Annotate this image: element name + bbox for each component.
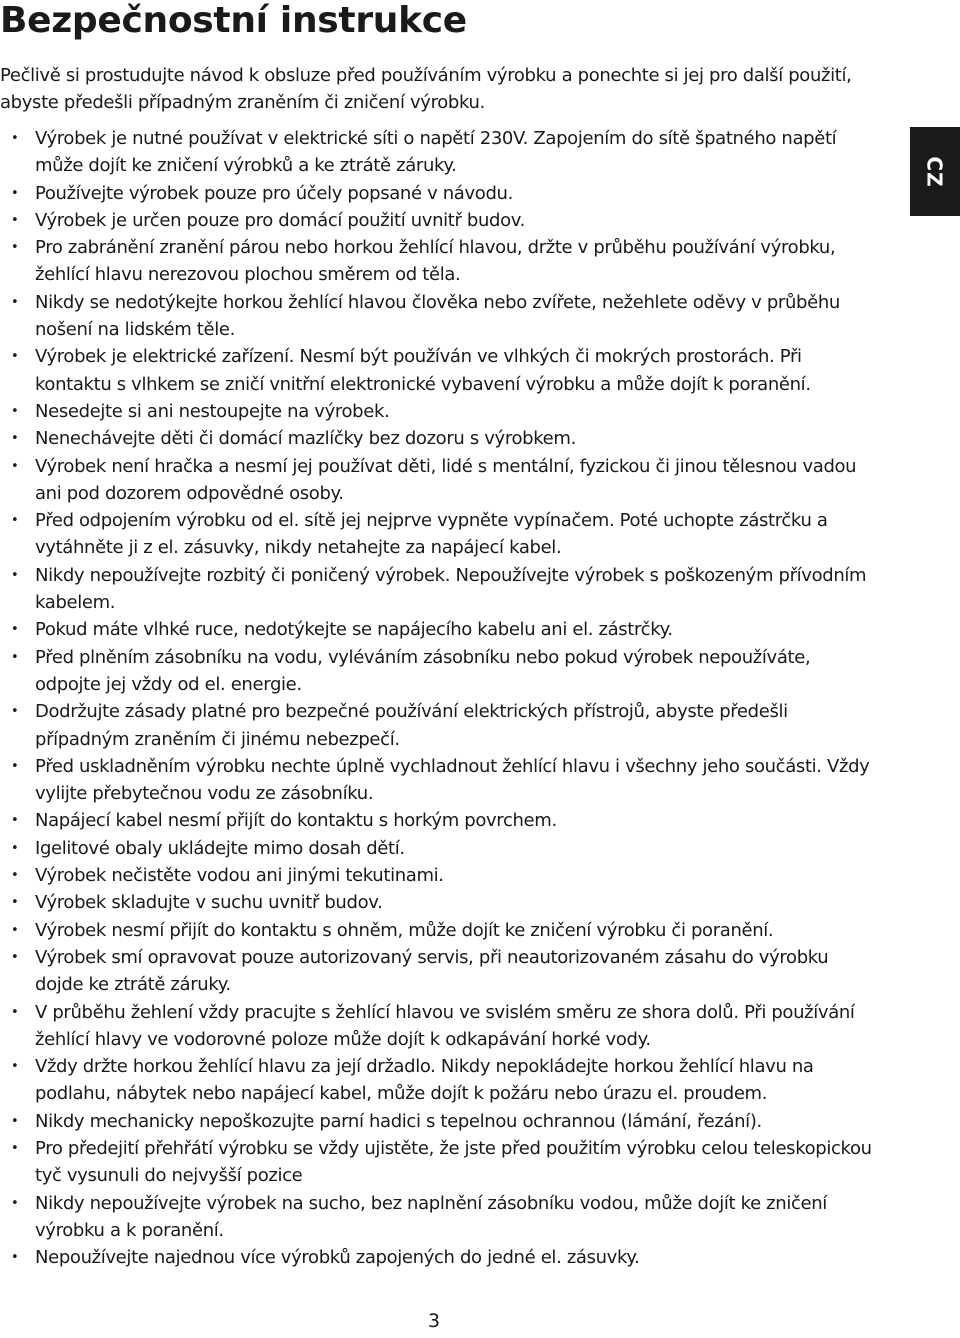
list-item xyxy=(0,862,873,889)
bullet-icon: • xyxy=(11,349,19,365)
list-item-text: Nesedejte si ani nestoupejte na výrobek. xyxy=(35,400,390,422)
list-item-text: Používejte výrobek pouze pro účely popsané v návodu. xyxy=(35,182,513,204)
bullet-icon: • xyxy=(11,1195,19,1211)
list-item-text: Výrobek skladujte v suchu uvnitř budov. xyxy=(35,892,383,914)
list-item xyxy=(0,289,873,344)
list-item-text: Před plněním zásobníku na vodu, vyléváním zásobníku nebo pokud výrobek nepoužíváte, odpojte jej vždy od el. energie. xyxy=(35,646,811,695)
bullet-icon: • xyxy=(11,1059,19,1075)
bullet-icon: • xyxy=(11,131,19,146)
list-item xyxy=(0,562,873,617)
list-item xyxy=(0,889,873,916)
list-item-text: Napájecí kabel nesmí přijít do kontaktu s horkým povrchem. xyxy=(35,810,557,832)
list-item xyxy=(0,507,873,562)
bullet-icon: • xyxy=(11,1004,19,1020)
list-item-text: Pro předejití přehřátí výrobku se vždy ujistěte, že jste před použitím výrobku celou teleskopickou tyč vysunuli do nejvyšší pozice xyxy=(35,1137,872,1187)
bullet-icon: • xyxy=(11,704,19,720)
bullet-icon: • xyxy=(11,403,19,419)
language-tab xyxy=(910,127,960,216)
list-item xyxy=(0,616,873,643)
list-item xyxy=(0,180,873,207)
list-item xyxy=(0,425,873,452)
list-item xyxy=(0,917,873,944)
bullet-icon: • xyxy=(11,868,19,884)
safety-instructions-list xyxy=(0,125,900,1271)
page-title: Bezpečnostní instrukce xyxy=(0,0,467,41)
list-item xyxy=(0,1108,873,1135)
bullet-icon: • xyxy=(11,758,19,774)
bullet-icon: • xyxy=(11,294,19,310)
list-item-text: Před uskladněním výrobku nechte úplně vychladnout žehlící hlavu i všechny jeho součásti. Vždy vylijte přebytečnou vodu ze zásobníku. xyxy=(35,755,870,805)
list-item xyxy=(0,453,873,508)
intro-paragraph: Pečlivě si prostudujte návod k obsluze před používáním výrobku a ponechte si jej pro další použití, abyste předešli případným zraněním či zničení výrobku. xyxy=(0,65,852,114)
list-item-text: V průběhu žehlení vždy pracujte s žehlící hlavou ve svislém směru ze shora dolů. Při používání žehlící hlavy ve vodorovné poloze může dojít k odkapávání horké vody. xyxy=(35,1001,855,1050)
list-item-text: Pro zabránění zranění párou nebo horkou žehlící hlavou, držte v průběhu používání výrobku, žehlící hlavu nerezovou plochou směrem od těla. xyxy=(35,237,836,286)
bullet-icon: • xyxy=(11,1250,19,1266)
page-number: 3 xyxy=(427,1310,441,1332)
list-item-text: Nikdy mechanicky nepoškozujte parní hadici s tepelnou ochrannou (lámání, řezání). xyxy=(35,1110,762,1132)
list-item-text: Výrobek není hračka a nesmí jej používat děti, lidé s mentální, fyzickou či jinou tělesnou vadou ani pod dozorem odpovědné osoby. xyxy=(35,455,857,504)
bullet-icon: • xyxy=(11,567,19,583)
list-item-text: Nikdy nepoužívejte výrobek na sucho, bez naplnění zásobníku vodou, může dojít ke zničení výrobku a k poranění. xyxy=(35,1192,827,1241)
bullet-icon: • xyxy=(11,1113,19,1129)
list-item-text: Nenechávejte děti či domácí mazlíčky bez dozoru s výrobkem. xyxy=(35,428,576,450)
bullet-icon: • xyxy=(11,212,19,228)
list-item-text: Vždy držte horkou žehlící hlavu za její držadlo. Nikdy nepokládejte horkou žehlící hlavu na podlahu, nábytek nebo napájecí kabel, může dojít k požáru nebo úrazu el. proudem. xyxy=(35,1056,814,1105)
list-item xyxy=(0,343,873,398)
bullet-icon: • xyxy=(11,1140,19,1156)
list-item xyxy=(0,1053,873,1108)
list-item xyxy=(0,944,873,999)
list-item xyxy=(0,1190,873,1245)
list-item xyxy=(0,999,873,1054)
list-item xyxy=(0,807,873,834)
bullet-icon: • xyxy=(11,513,19,529)
list-item-text: Před odpojením výrobku od el. sítě jej nejprve vypněte vypínačem. Poté uchopte zástrčku a vytáhněte ji z el. zásuvky, nikdy netahejte za napájecí kabel. xyxy=(35,510,828,559)
list-item-text: Nikdy se nedotýkejte horkou žehlící hlavou člověka nebo zvířete, nežehlete oděvy v průběhu nošení na lidském těle. xyxy=(35,291,840,341)
bullet-icon: • xyxy=(11,922,19,938)
bullet-icon: • xyxy=(11,185,19,201)
bullet-icon: • xyxy=(11,949,19,965)
list-item xyxy=(0,207,873,234)
bullet-icon: • xyxy=(11,458,19,474)
list-item xyxy=(0,1244,873,1271)
list-item xyxy=(0,644,873,699)
list-item xyxy=(0,1135,873,1190)
list-item xyxy=(0,698,873,753)
list-item xyxy=(0,753,873,808)
bullet-icon: • xyxy=(11,622,19,638)
list-item-text: Výrobek smí opravovat pouze autorizovaný servis, při neautorizovaném zásahu do výrobku dojde ke ztrátě záruky. xyxy=(35,946,829,996)
list-item-text: Výrobek je nutné používat v elektrické síti o napětí 230V. Zapojením do sítě špatného napětí může dojít ke zničení výrobků a ke ztrátě záruky. xyxy=(35,128,837,177)
list-item xyxy=(0,125,873,180)
list-item xyxy=(0,398,873,425)
list-item-text: Dodržujte zásady platné pro bezpečné používání elektrických přístrojů, abyste předešli případným zraněním či jinému nebezpečí. xyxy=(35,701,788,750)
bullet-icon: • xyxy=(11,813,19,829)
bullet-icon: • xyxy=(11,431,19,447)
list-item-text: Nepoužívejte najednou více výrobků zapojených do jedné el. zásuvky. xyxy=(35,1247,640,1269)
bullet-icon: • xyxy=(11,649,19,665)
list-item-text: Výrobek je elektrické zařízení. Nesmí být používán ve vlhkých či mokrých prostorách. Při kontaktu s vlhkem se zničí vnitřní elektronické vybavení výrobku a může dojít k poranění. xyxy=(35,346,811,395)
language-tab-label: CZ xyxy=(923,155,947,188)
list-item-text: Pokud máte vlhké ruce, nedotýkejte se napájecího kabelu ani el. zástrčky. xyxy=(35,619,673,641)
list-item-text: Nikdy nepoužívejte rozbitý či poničený výrobek. Nepoužívejte výrobek s poškozeným přívodním kabelem. xyxy=(35,564,867,614)
list-item-text: Igelitové obaly ukládejte mimo dosah dětí. xyxy=(35,837,405,859)
list-item-text: Výrobek nesmí přijít do kontaktu s ohněm, může dojít ke zničení výrobku či poranění. xyxy=(35,919,774,941)
bullet-icon: • xyxy=(11,240,19,256)
list-item-text: Výrobek nečistěte vodou ani jinými tekutinami. xyxy=(35,865,444,887)
bullet-icon: • xyxy=(11,895,19,911)
list-item xyxy=(0,234,873,289)
list-item-text: Výrobek je určen pouze pro domácí použití uvnitř budov. xyxy=(35,209,526,231)
bullet-icon: • xyxy=(11,840,19,856)
list-item xyxy=(0,835,873,862)
